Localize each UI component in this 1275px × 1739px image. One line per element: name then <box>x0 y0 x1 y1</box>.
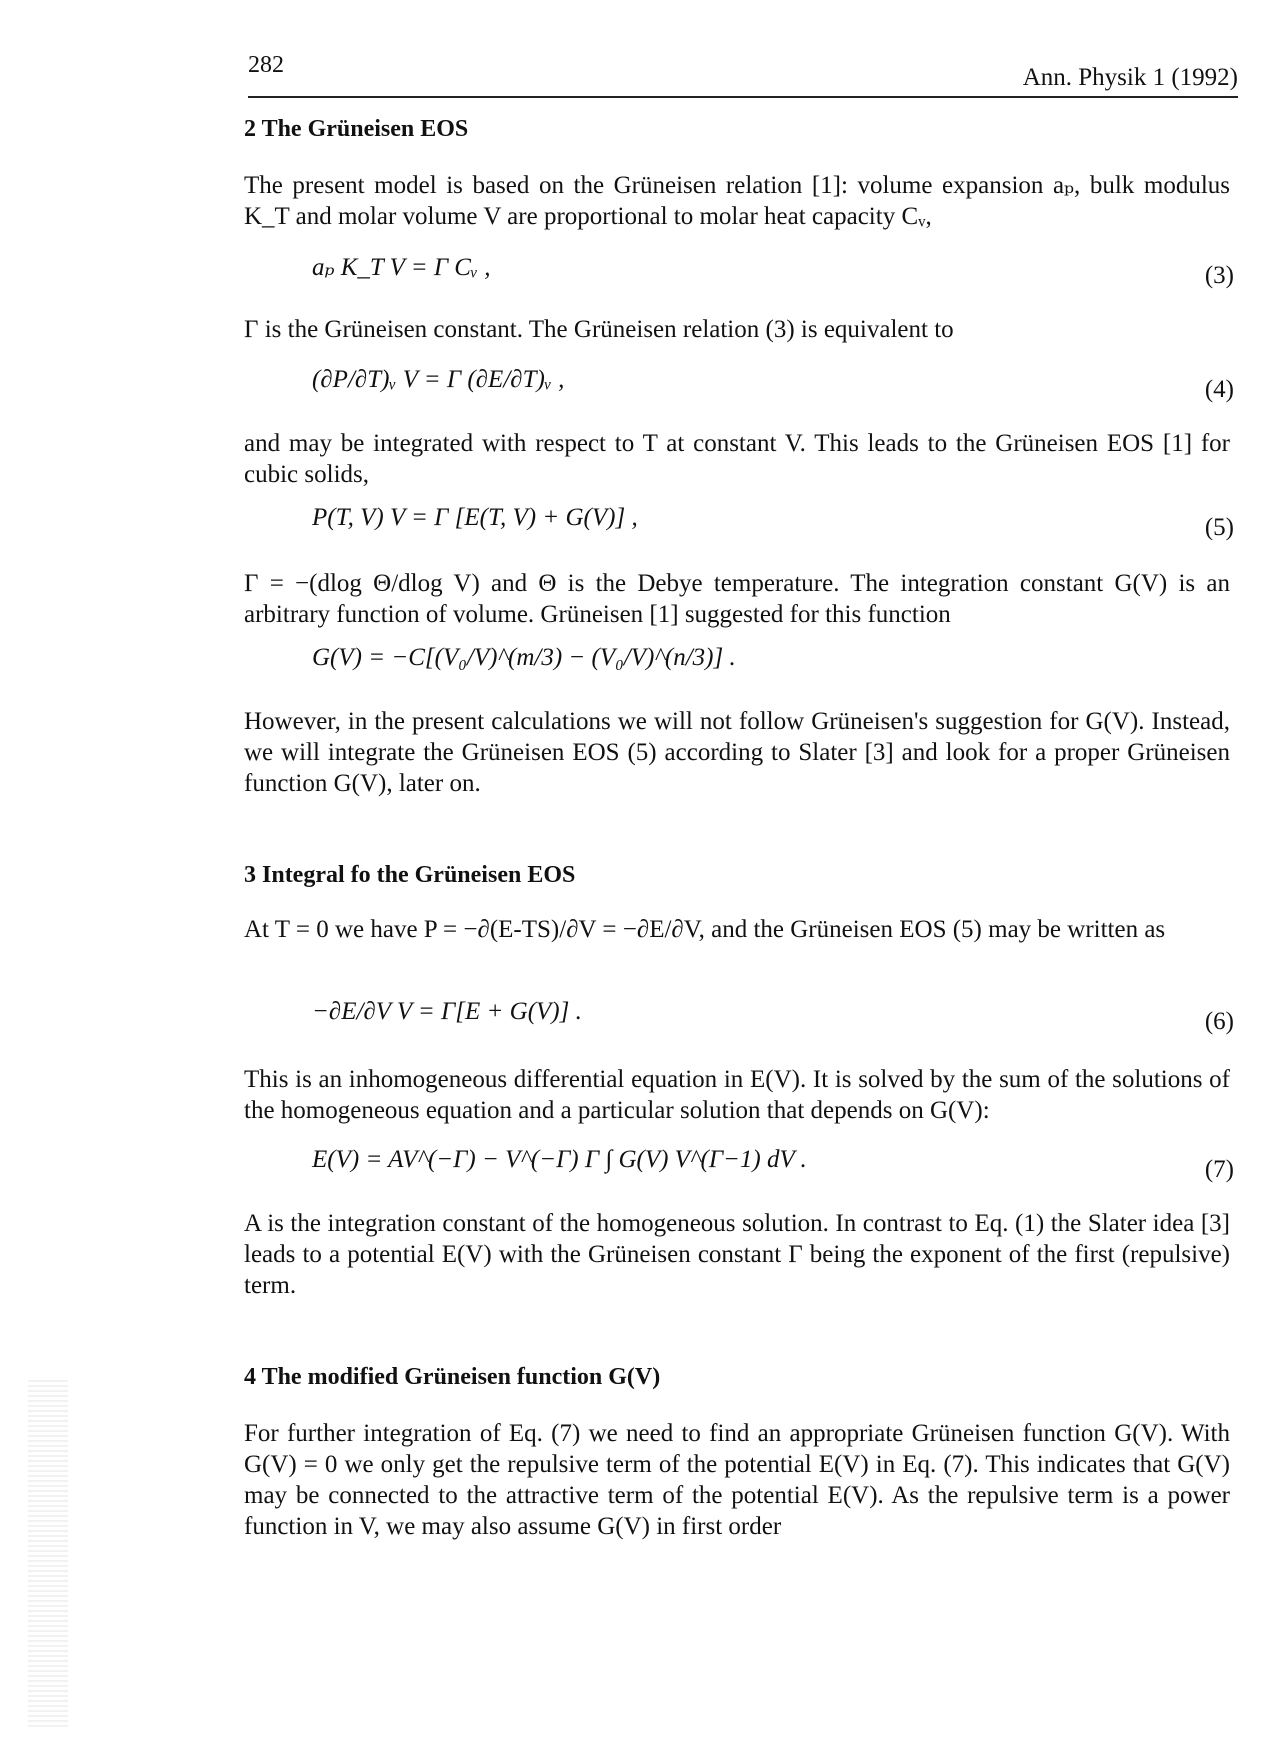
equation-expression: −∂E/∂V V = Γ[E + G(V)] . <box>312 998 582 1025</box>
section-heading-2: 2 The Grüneisen EOS <box>244 116 469 142</box>
section-heading-3: 3 Integral fo the Grüneisen EOS <box>244 862 576 888</box>
equation-number: (3) <box>1204 262 1234 289</box>
paragraph: A is the integration constant of the homogeneous solution. In contrast to Eq. (1) the Slater idea [3] leads to a potential E(V) with the Grüneisen constant Γ being the exponent of the first (repulsive) term. <box>244 1210 1230 1299</box>
paragraph: This is an inhomogeneous differential equation in E(V). It is solved by the sum of the solutions of the homogeneous equation and a particular solution that depends on G(V): <box>244 1066 1230 1124</box>
scan-margin-artifact <box>28 1380 68 1730</box>
equation-number: (5) <box>1204 514 1234 541</box>
equation-expression: (∂P/∂T)ᵥ V = Γ (∂E/∂T)ᵥ , <box>312 366 565 393</box>
equation-number: (4) <box>1204 376 1234 403</box>
equation-number: (7) <box>1204 1156 1234 1183</box>
equation-number: (6) <box>1204 1008 1234 1035</box>
equation-5 <box>312 504 1234 540</box>
equation-7 <box>312 1146 1234 1182</box>
equation-expression: E(V) = AV^(−Γ) − V^(−Γ) Γ ∫ G(V) V^(Γ−1) dV . <box>312 1146 807 1173</box>
equation-g-grueneisen <box>312 644 1234 680</box>
equation-expression: G(V) = −C[(V₀/V)^(m/3) − (V₀/V)^(n/3)] . <box>312 644 736 671</box>
running-header <box>248 50 1238 98</box>
journal-citation: Ann. Physik 1 (1992) <box>1022 64 1238 91</box>
equation-expression: aₚ K_T V = Γ Cᵥ , <box>312 254 491 281</box>
equation-6 <box>312 998 1234 1034</box>
paragraph: Γ is the Grüneisen constant. The Grüneisen relation (3) is equivalent to <box>244 316 954 343</box>
equation-3 <box>312 252 1234 288</box>
paragraph: However, in the present calculations we will not follow Grüneisen's suggestion for G(V). Instead, we will integrate the Grüneisen EOS (5) according to Slater [3] and look for a proper Grüneisen function G(V), later on. <box>244 708 1230 797</box>
paragraph: Γ = −(dlog Θ/dlog V) and Θ is the Debye temperature. The integration constant G(V) is an arbitrary function of volume. Grüneisen [1] suggested for this function <box>244 570 1230 628</box>
paragraph: For further integration of Eq. (7) we need to find an appropriate Grüneisen function G(V). With G(V) = 0 we only get the repulsive term of the potential E(V) in Eq. (7). This indicates that G(V) may be connected to the attractive term of the potential E(V). As the repulsive term is a power function in V, we may also assume G(V) in first order <box>244 1420 1230 1540</box>
paragraph: At T = 0 we have P = −∂(E-TS)/∂V = −∂E/∂V, and the Grüneisen EOS (5) may be written as <box>244 916 1166 943</box>
paragraph: The present model is based on the Grüneisen relation [1]: volume expansion aₚ, bulk modulus K_T and molar volume V are proportional to molar heat capacity Cᵥ, <box>244 172 1230 230</box>
equation-expression: P(T, V) V = Γ [E(T, V) + G(V)] , <box>312 504 638 531</box>
equation-4 <box>312 366 1234 402</box>
paragraph: and may be integrated with respect to T at constant V. This leads to the Grüneisen EOS [1] for cubic solids, <box>244 430 1230 488</box>
page-number: 282 <box>248 52 284 78</box>
section-heading-4: 4 The modified Grüneisen function G(V) <box>244 1364 661 1390</box>
